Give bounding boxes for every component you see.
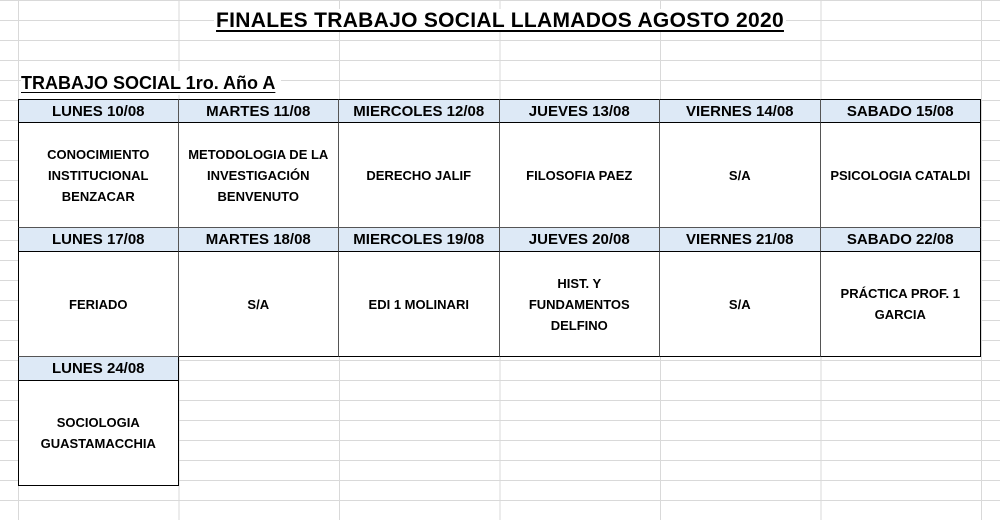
- exam-cell[interactable]: EDI 1 MOLINARI: [339, 252, 500, 357]
- day-header[interactable]: MIERCOLES 19/08: [339, 228, 500, 252]
- section-title: TRABAJO SOCIAL 1ro. Año A: [21, 71, 281, 95]
- day-header[interactable]: SABADO 15/08: [821, 99, 982, 123]
- exam-cell[interactable]: HIST. Y FUNDAMENTOS DELFINO: [500, 252, 661, 357]
- exam-cell[interactable]: FERIADO: [18, 252, 179, 357]
- exam-cell[interactable]: PRÁCTICA PROF. 1 GARCIA: [821, 252, 982, 357]
- day-header[interactable]: LUNES 24/08: [18, 357, 179, 381]
- exam-cell[interactable]: PSICOLOGIA CATALDI: [821, 123, 982, 228]
- day-header[interactable]: VIERNES 21/08: [660, 228, 821, 252]
- exam-cell[interactable]: METODOLOGIA DE LA INVESTIGACIÓN BENVENUTO: [179, 123, 340, 228]
- schedule-grid: [18, 99, 981, 486]
- exam-cell[interactable]: S/A: [660, 123, 821, 228]
- day-header[interactable]: LUNES 10/08: [18, 99, 179, 123]
- exam-cell[interactable]: S/A: [179, 252, 340, 357]
- day-header[interactable]: JUEVES 13/08: [500, 99, 661, 123]
- exam-cell[interactable]: DERECHO JALIF: [339, 123, 500, 228]
- exam-cell[interactable]: S/A: [660, 252, 821, 357]
- sheet-title: [0, 8, 1000, 34]
- day-header[interactable]: LUNES 17/08: [18, 228, 179, 252]
- exam-cell[interactable]: SOCIOLOGIA GUASTAMACCHIA: [18, 381, 179, 486]
- day-header[interactable]: SABADO 22/08: [821, 228, 982, 252]
- day-header[interactable]: MARTES 18/08: [179, 228, 340, 252]
- sheet-title-text: FINALES TRABAJO SOCIAL LLAMADOS AGOSTO 2020: [216, 9, 784, 32]
- day-header[interactable]: MARTES 11/08: [179, 99, 340, 123]
- day-header[interactable]: VIERNES 14/08: [660, 99, 821, 123]
- exam-cell[interactable]: CONOCIMIENTO INSTITUCIONAL BENZACAR: [18, 123, 179, 228]
- day-header[interactable]: MIERCOLES 12/08: [339, 99, 500, 123]
- day-header[interactable]: JUEVES 20/08: [500, 228, 661, 252]
- exam-cell[interactable]: FILOSOFIA PAEZ: [500, 123, 661, 228]
